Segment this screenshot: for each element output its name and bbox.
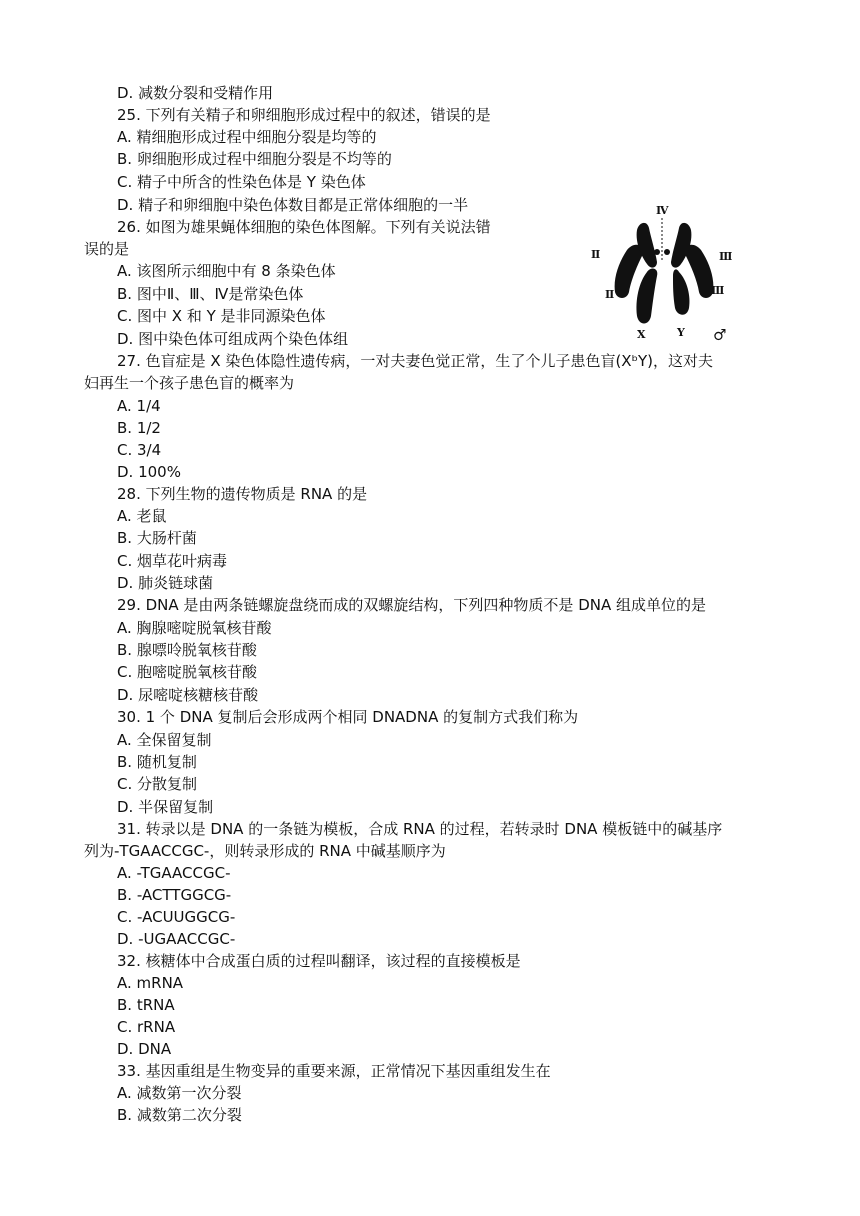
chromosome-figure xyxy=(585,200,745,345)
question-31-cont: 列为-TGAACCGC-，则转录形成的 RNA 中碱基顺序为 xyxy=(84,842,446,860)
option-b: B. 随机复制 xyxy=(117,753,197,771)
option-d: D. 图中染色体可组成两个染色体组 xyxy=(117,330,349,348)
option-a: A. 1/4 xyxy=(117,397,161,415)
option-b: B. 减数第二次分裂 xyxy=(117,1106,242,1124)
label-ii: Ⅱ xyxy=(605,288,615,301)
question-26: 26. 如图为雄果蝇体细胞的染色体图解。下列有关说法错 xyxy=(117,218,491,236)
option-c: C. 胞嘧啶脱氧核苷酸 xyxy=(117,663,258,681)
option-c: C. 精子中所含的性染色体是 Y 染色体 xyxy=(117,173,366,191)
option-a: A. 精细胞形成过程中细胞分裂是均等的 xyxy=(117,128,377,146)
chromosome-x xyxy=(636,269,657,324)
option-b: B. 腺嘌呤脱氧核苷酸 xyxy=(117,641,257,659)
label-ii: Ⅱ xyxy=(591,248,601,261)
question-31: 31. 转录以是 DNA 的一条链为模板，合成 RNA 的过程，若转录时 DNA 模板链中的碱基序 xyxy=(117,820,723,838)
question-28: 28. 下列生物的遗传物质是 RNA 的是 xyxy=(117,485,368,503)
option-d: D. 尿嘧啶核糖核苷酸 xyxy=(117,686,259,704)
option-a: A. 老鼠 xyxy=(117,507,167,525)
question-33: 33. 基因重组是生物变异的重要来源，正常情况下基因重组发生在 xyxy=(117,1062,551,1080)
male-symbol-icon: ♂ xyxy=(713,326,727,344)
chromosome-iii xyxy=(637,223,657,268)
option-c: C. 图中 X 和 Y 是非同源染色体 xyxy=(117,307,326,325)
option-c: C. -ACUUGGCG- xyxy=(117,908,236,926)
question-27: 27. 色盲症是 X 染色体隐性遗传病，一对夫妻色觉正常，生了个儿子患色盲(XᵇY)，这对夫 xyxy=(117,352,714,370)
chromosome-iv xyxy=(654,249,660,255)
option-a: A. mRNA xyxy=(117,974,184,992)
chromosome-ii xyxy=(684,245,713,298)
option-b: B. 卵细胞形成过程中细胞分裂是不均等的 xyxy=(117,150,392,168)
question-25: 25. 下列有关精子和卵细胞形成过程中的叙述，错误的是 xyxy=(117,106,491,124)
question-32: 32. 核糖体中合成蛋白质的过程叫翻译，该过程的直接模板是 xyxy=(117,952,521,970)
option-a: A. 胸腺嘧啶脱氧核苷酸 xyxy=(117,619,272,637)
label-iv: Ⅳ xyxy=(656,204,669,217)
option-d: D. -UGAACCGC- xyxy=(117,930,236,948)
option-b: B. 大肠杆菌 xyxy=(117,529,197,547)
option-d: D. 半保留复制 xyxy=(117,798,214,816)
option-c: C. 分散复制 xyxy=(117,775,198,793)
label-iii: Ⅲ xyxy=(711,284,725,297)
question-26-cont: 误的是 xyxy=(84,240,130,258)
option-d: D. 精子和卵细胞中染色体数目都是正常体细胞的一半 xyxy=(117,196,469,214)
option-a: A. 全保留复制 xyxy=(117,731,212,749)
option-b: B. -ACTTGGCG- xyxy=(117,886,232,904)
label-iii: Ⅲ xyxy=(719,250,733,263)
chromosome-iv xyxy=(664,249,670,255)
question-29: 29. DNA 是由两条链螺旋盘绕而成的双螺旋结构，下列四种物质不是 DNA 组成单位的是 xyxy=(117,596,706,614)
label-x: X xyxy=(637,328,646,341)
option-a: A. 减数第一次分裂 xyxy=(117,1084,242,1102)
question-27-cont: 妇再生一个孩子患色盲的概率为 xyxy=(84,374,295,392)
option-d: D. 100% xyxy=(117,463,181,481)
option-b: B. 1/2 xyxy=(117,419,161,437)
option-c: C. 3/4 xyxy=(117,441,162,459)
option-b: B. 图中Ⅱ、Ⅲ、Ⅳ是常染色体 xyxy=(117,285,304,303)
option-b: B. tRNA xyxy=(117,996,175,1014)
chromosome-y xyxy=(673,269,690,314)
question-30: 30. 1 个 DNA 复制后会形成两个相同 DNADNA 的复制方式我们称为 xyxy=(117,708,579,726)
option-d: D. DNA xyxy=(117,1040,172,1058)
option-a: A. -TGAACCGC- xyxy=(117,864,231,882)
text-line: D. 减数分裂和受精作用 xyxy=(117,84,274,102)
chromosome-iii xyxy=(671,223,691,268)
option-d: D. 肺炎链球菌 xyxy=(117,574,214,592)
option-c: C. rRNA xyxy=(117,1018,176,1036)
option-c: C. 烟草花叶病毒 xyxy=(117,552,228,570)
label-y: Y xyxy=(677,326,685,339)
option-a: A. 该图所示细胞中有 8 条染色体 xyxy=(117,262,336,280)
